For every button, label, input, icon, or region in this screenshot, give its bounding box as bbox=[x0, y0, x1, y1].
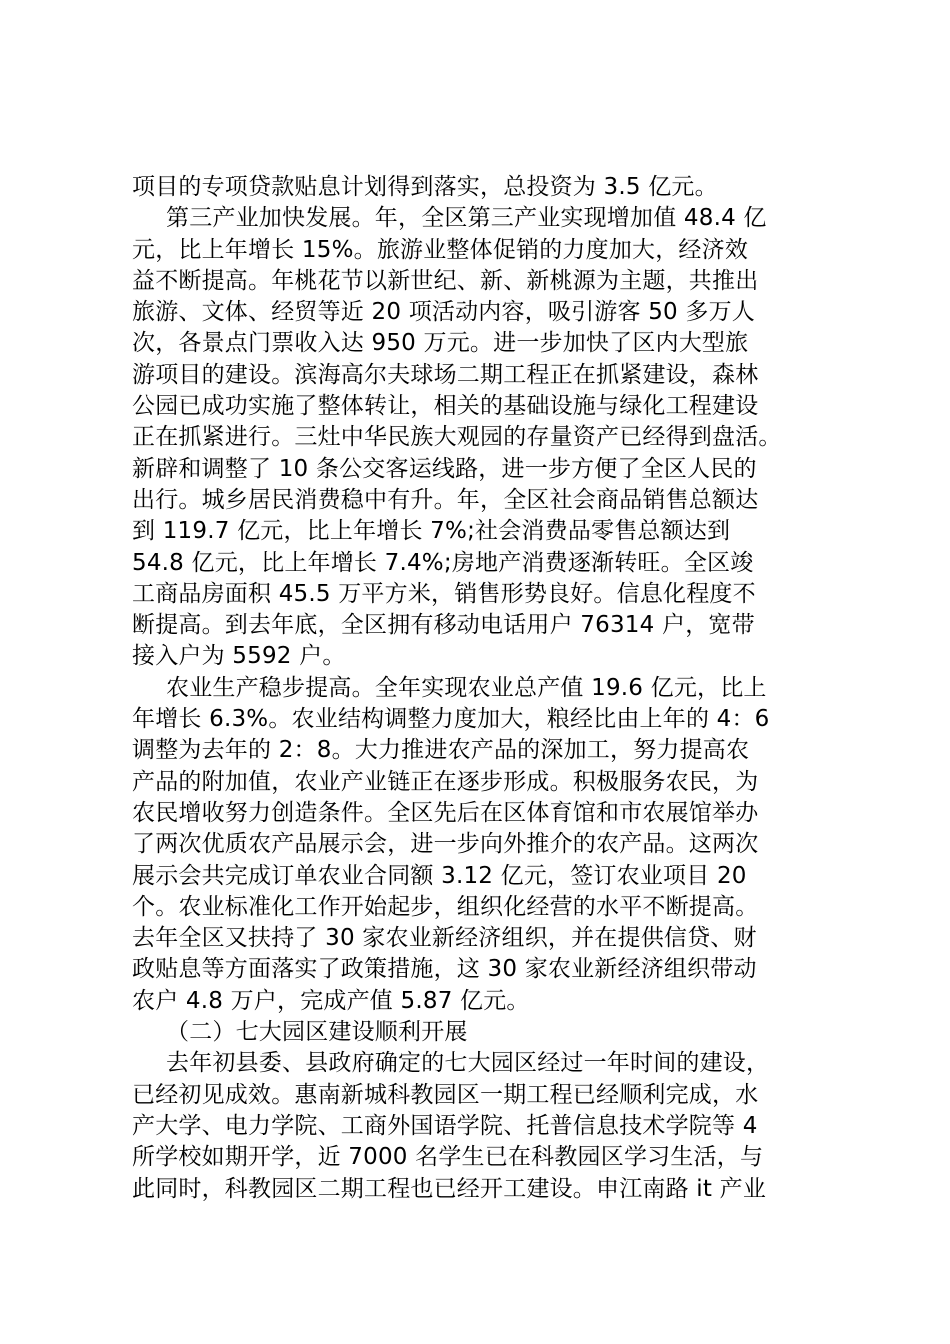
text-line: 益不断提高。年桃花节以新世纪、新、新桃源为主题，共推出 bbox=[132, 267, 759, 294]
text-line: 项目的专项贷款贴息计划得到落实，总投资为 3.5 亿元。 bbox=[132, 174, 718, 200]
text-line: （二）七大园区建设顺利开展 bbox=[166, 1019, 468, 1046]
text-line: 产大学、电力学院、工商外国语学院、托普信息技术学院等 4 bbox=[132, 1112, 758, 1139]
text-line: 了两次优质农产品展示会，进一步向外推介的农产品。这两次 bbox=[132, 831, 759, 858]
text-line: 产品的附加值，农业产业链正在逐步形成。积极服务农民，为 bbox=[132, 768, 759, 795]
text-line: 新辟和调整了 10 条公交客运线路，进一步方便了全区人民的 bbox=[132, 455, 757, 482]
text-line: 调整为去年的 2：8。大力推进农产品的深加工，努力提高农 bbox=[132, 737, 750, 764]
text-line: 公园已成功实施了整体转让，相关的基础设施与绿化工程建设 bbox=[132, 393, 759, 420]
text-line: 54.8 亿元，比上年增长 7.4%;房地产消费逐渐转旺。全区竣 bbox=[132, 549, 754, 576]
text-line: 政贴息等方面落实了政策措施，这 30 家农业新经济组织带动 bbox=[132, 956, 757, 983]
text-line: 游项目的建设。滨海高尔夫球场二期工程正在抓紧建设，森林 bbox=[132, 361, 759, 388]
text-line: 去年全区又扶持了 30 家农业新经济组织，并在提供信贷、财 bbox=[132, 925, 757, 952]
text-line: 展示会共完成订单农业合同额 3.12 亿元，签订农业项目 20 bbox=[132, 862, 747, 889]
text-line: 第三产业加快发展。年，全区第三产业实现增加值 48.4 亿 bbox=[166, 205, 767, 232]
text-line: 年增长 6.3%。农业结构调整力度加大，粮经比由上年的 4：6 bbox=[132, 706, 770, 733]
text-line: 此同时，科教园区二期工程也已经开工建设。申江南路 it 产业 bbox=[132, 1175, 767, 1202]
text-line: 农户 4.8 万户，完成产值 5.87 亿元。 bbox=[132, 987, 530, 1014]
text-line: 正在抓紧进行。三灶中华民族大观园的存量资产已经得到盘活。 bbox=[132, 424, 782, 451]
text-line: 断提高。到去年底，全区拥有移动电话用户 76314 户，宽带 bbox=[132, 612, 755, 639]
text-line: 所学校如期开学，近 7000 名学生已在科教园区学习生活，与 bbox=[132, 1144, 764, 1171]
text-line: 旅游、文体、经贸等近 20 项活动内容，吸引游客 50 多万人 bbox=[132, 299, 755, 326]
text-line: 农民增收努力创造条件。全区先后在区体育馆和市农展馆举办 bbox=[132, 799, 759, 826]
text-line: 到 119.7 亿元，比上年增长 7%;社会消费品零售总额达到 bbox=[132, 518, 731, 545]
text-line: 个。农业标准化工作开始起步，组织化经营的水平不断提高。 bbox=[132, 893, 759, 920]
document-body bbox=[132, 172, 842, 1205]
text-line: 已经初见成效。惠南新城科教园区一期工程已经顺利完成，水 bbox=[132, 1081, 759, 1108]
text-line: 农业生产稳步提高。全年实现农业总产值 19.6 亿元，比上 bbox=[166, 674, 767, 701]
text-line: 工商品房面积 45.5 万平方米，销售形势良好。信息化程度不 bbox=[132, 580, 756, 607]
text-line: 接入户为 5592 户。 bbox=[132, 643, 346, 670]
text-line: 出行。城乡居民消费稳中有升。年，全区社会商品销售总额达 bbox=[132, 486, 759, 513]
text-line: 去年初县委、县政府确定的七大园区经过一年时间的建设， bbox=[166, 1050, 770, 1077]
text-line: 元，比上年增长 15%。旅游业整体促销的力度加大，经济效 bbox=[132, 236, 749, 263]
text-line: 次，各景点门票收入达 950 万元。进一步加快了区内大型旅 bbox=[132, 330, 749, 357]
